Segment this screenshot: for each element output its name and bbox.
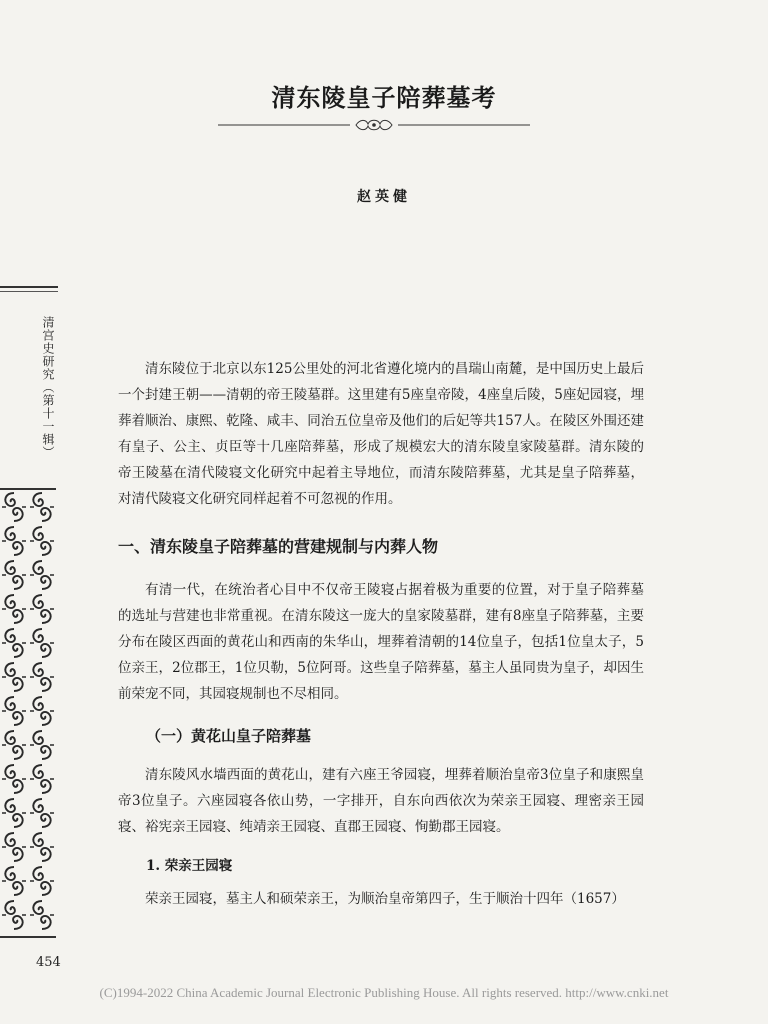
margin-rule — [0, 286, 58, 288]
page-number: 454 — [36, 955, 61, 970]
author-name: 赵英健 — [357, 189, 411, 205]
intro-paragraph: 清东陵位于北京以东125公里处的河北省遵化境内的昌瑞山南麓，是中国历史上最后一个封建王朝——清朝的帝王陵墓群。这里建有5座皇帝陵，4座皇后陵，5座妃园寝，埋葬着顺治、康熙、乾隆、咸丰、同治五位皇帝及他们的后妃等共157人。在陵区外围还建有皇子、公主、贞臣等十几座陪葬墓，形成了规模宏大的清东陵皇家陵墓群。清东陵的帝王陵墓在清代陵寝文化研究中起着主导地位，而清东陵陪葬墓，尤其是皇子陪葬墓，对清代陵寝文化研究同样起着不可忽视的作用。 — [118, 361, 644, 507]
subsection-heading: （一）黄花山皇子陪葬墓 — [146, 727, 312, 745]
journal-name-vertical: 清宫史研究（第十一辑） — [41, 316, 55, 459]
copyright-notice: (C)1994-2022 China Academic Journal Electronic Publishing House. All rights reserved. http://www.cnki.net — [99, 985, 669, 1000]
cloud-pattern-ornament — [0, 488, 56, 938]
section-heading: 一、清东陵皇子陪葬墓的营建规制与内葬人物 — [118, 537, 439, 556]
section-paragraph: 有清一代，在统治者心目中不仅帝王陵寝占据着极为重要的位置，对于皇子陪葬墓的选址与营建也非常重视。在清东陵这一庞大的皇家陵墓群，建有8座皇子陪葬墓，主要分布在陵区西面的黄花山和西南的朱华山，埋葬着清朝的14位皇子，包括1位皇太子，5位亲王，2位郡王，1位贝勒，5位阿哥。这些皇子陪葬墓，墓主人虽同贵为皇子，却因生前荣宠不同，其园寝规制也不尽相同。 — [118, 582, 644, 702]
article-title: 清东陵皇子陪葬墓考 — [271, 83, 497, 112]
margin-rule-thin — [0, 291, 58, 292]
subsubsection-heading: 1. 荣亲王园寝 — [146, 858, 233, 874]
subsubsection-paragraph: 荣亲王园寝，墓主人和硕荣亲王，为顺治皇帝第四子，生于顺治十四年（1657） — [145, 891, 625, 907]
article-body — [118, 356, 644, 912]
title-divider-ornament — [218, 116, 530, 134]
subsection-paragraph: 清东陵风水墙西面的黄花山，建有六座王爷园寝，埋葬着顺治皇帝3位皇子和康熙皇帝3位皇子。六座园寝各依山势，一字排开，自东向西依次为荣亲王园寝、理密亲王园寝、裕宪亲王园寝、纯靖亲王园寝、直郡王园寝、恂勤郡王园寝。 — [118, 767, 644, 835]
